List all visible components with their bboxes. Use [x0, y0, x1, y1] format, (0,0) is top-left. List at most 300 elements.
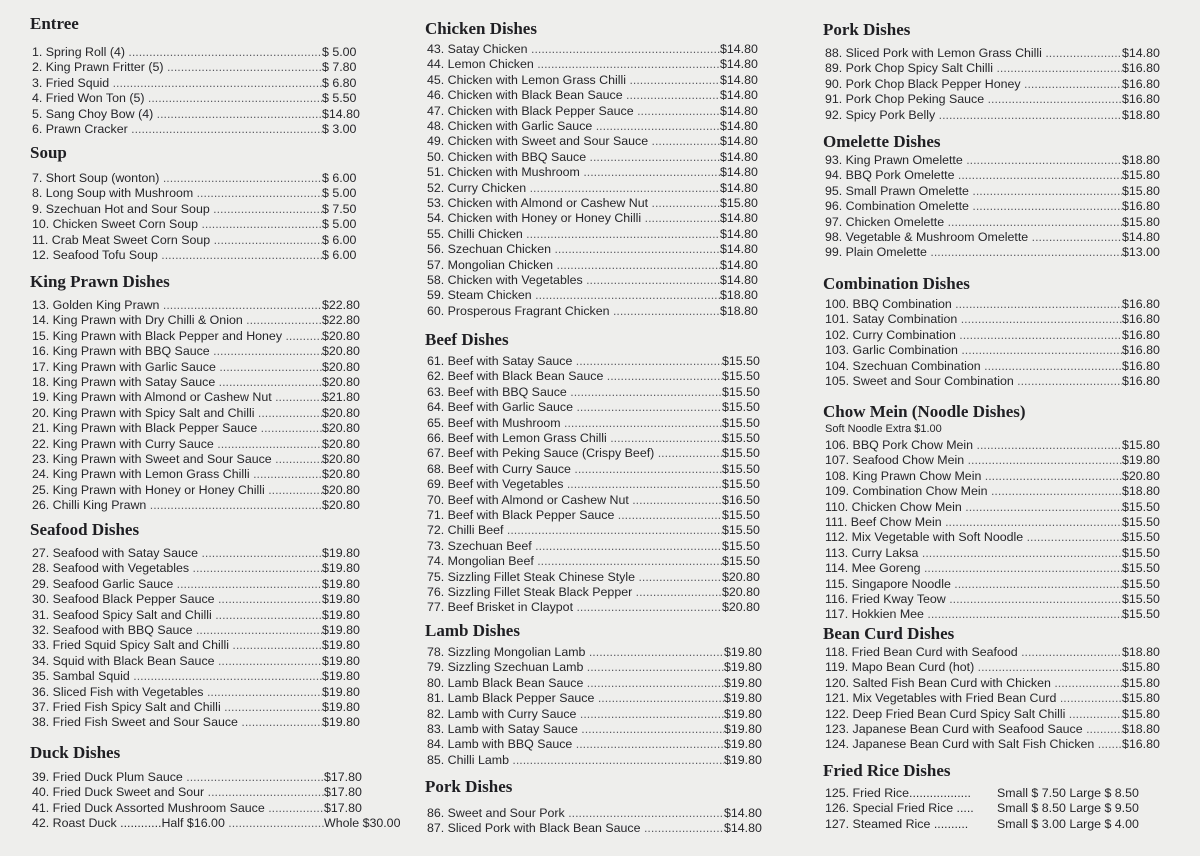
- menu-item-price: $15.50: [1122, 499, 1160, 514]
- menu-item-price: $19.80: [724, 706, 762, 721]
- menu-item-name: 78. Sizzling Mongolian Lamb .....: [427, 645, 724, 660]
- menu-item: [825, 453, 1160, 468]
- menu-item: [825, 230, 1160, 245]
- menu-item-price: $14.80: [724, 821, 762, 836]
- menu-item-name: 127. Steamed Rice ..........: [825, 816, 969, 831]
- section-note: Soft Noodle Extra $1.00: [825, 423, 942, 435]
- menu-item-price: $14.80: [1122, 230, 1160, 244]
- menu-item-name: 24. King Prawn with Lemon Grass Chilli .....: [32, 467, 322, 482]
- menu-item-price: $19.80: [1122, 453, 1160, 468]
- menu-item-name: 69. Beef with Vegetables .....: [427, 477, 722, 492]
- menu-item-price: $15.50: [1122, 561, 1160, 576]
- menu-item-name: 9. Szechuan Hot and Sour Soup .....: [32, 202, 322, 217]
- menu-item: [427, 242, 758, 257]
- menu-item: [427, 42, 758, 57]
- menu-item-name: 20. King Prawn with Spicy Salt and Chilli .....: [32, 406, 322, 421]
- menu-item-price: $14.80: [720, 103, 758, 118]
- menu-item-name: 112. Mix Vegetable with Soft Noodle .....: [825, 530, 1122, 545]
- section-heading: Beef Dishes: [425, 330, 509, 349]
- menu-item-price: $14.80: [720, 257, 758, 272]
- section-heading: Duck Dishes: [30, 743, 121, 762]
- menu-item: [825, 515, 1160, 530]
- menu-item-price: $16.80: [1122, 343, 1160, 358]
- menu-item-name: 21. King Prawn with Black Pepper Sauce .....: [32, 421, 322, 436]
- menu-item-name: 19. King Prawn with Almond or Cashew Nut .....: [32, 390, 322, 405]
- menu-item: [427, 722, 762, 737]
- menu-item-name: 55. Chilli Chicken .....: [427, 227, 720, 242]
- menu-item-price: $15.50: [722, 523, 760, 538]
- menu-item: [825, 500, 1160, 515]
- menu-item-price: Small $ 3.00 Large $ 4.00: [997, 816, 1139, 831]
- section-heading: Lamb Dishes: [425, 621, 520, 640]
- menu-item: [427, 523, 760, 538]
- menu-item: [32, 546, 360, 561]
- menu-item-price: $14.80: [720, 57, 758, 72]
- menu-item-name: 100. BBQ Combination .....: [825, 297, 1122, 312]
- menu-item: [825, 438, 1160, 453]
- menu-item-name: 66. Beef with Lemon Grass Chilli .....: [427, 431, 722, 446]
- menu-item: [32, 498, 360, 513]
- menu-item-price: $19.80: [724, 691, 762, 706]
- menu-item: [825, 676, 1160, 691]
- menu-item-price: $16.80: [1122, 374, 1160, 388]
- menu-item: [825, 546, 1160, 561]
- menu-item-name: 84. Lamb with BBQ Sauce .....: [427, 737, 724, 752]
- menu-item: [825, 328, 1160, 343]
- menu-item: [825, 801, 1139, 816]
- menu-item: [825, 484, 1160, 499]
- menu-item-name: 99. Plain Omelette .....: [825, 245, 1122, 260]
- menu-item-price: $18.80: [720, 303, 758, 318]
- menu-item-price: $18.80: [1122, 645, 1160, 659]
- menu-item: [427, 570, 760, 585]
- menu-item-name: 11. Crab Meat Sweet Corn Soup .....: [32, 233, 322, 248]
- menu-item-name: 8. Long Soup with Mushroom .....: [32, 186, 322, 201]
- menu-item: [427, 181, 758, 196]
- menu-item-name: 25. King Prawn with Honey or Honey Chilli .....: [32, 483, 322, 498]
- menu-item-name: 124. Japanese Bean Curd with Salt Fish Chicken .....: [825, 737, 1122, 752]
- menu-item-name: 56. Szechuan Chicken .....: [427, 242, 720, 257]
- menu-item: [427, 227, 758, 242]
- menu-item-price: $18.80: [1122, 107, 1160, 122]
- menu-item: [32, 816, 400, 831]
- menu-item-price: $20.80: [1122, 468, 1160, 483]
- menu-item: [427, 462, 760, 477]
- menu-item: [32, 91, 356, 106]
- menu-item-name: 93. King Prawn Omelette .....: [825, 153, 1122, 168]
- menu-item: [427, 753, 762, 768]
- menu-item-name: 77. Beef Brisket in Claypot .....: [427, 600, 722, 615]
- menu-item-price: $19.80: [322, 715, 360, 730]
- menu-item: [825, 374, 1160, 389]
- menu-item-name: 101. Satay Combination .....: [825, 312, 1122, 327]
- section-heading: Pork Dishes: [823, 20, 911, 39]
- section-heading: Bean Curd Dishes: [823, 624, 955, 643]
- menu-item-name: 102. Curry Combination .....: [825, 328, 1122, 343]
- menu-item: [427, 119, 758, 134]
- menu-item-price: $19.80: [724, 645, 762, 659]
- menu-item-name: 82. Lamb with Curry Sauce .....: [427, 707, 724, 722]
- menu-item-price: $15.50: [722, 461, 760, 476]
- menu-item: [825, 46, 1160, 61]
- menu-item-price: $14.80: [1122, 46, 1160, 60]
- menu-item-name: 119. Mapo Bean Curd (hot) .....: [825, 660, 1122, 675]
- menu-item: [427, 585, 760, 600]
- menu-item-price: $15.80: [1122, 438, 1160, 452]
- menu-item-name: 61. Beef with Satay Sauce .....: [427, 354, 722, 369]
- menu-item-name: 53. Chicken with Almond or Cashew Nut .....: [427, 196, 720, 211]
- menu-item-price: Small $ 8.50 Large $ 9.50: [997, 801, 1139, 816]
- menu-item-price: $15.50: [722, 369, 760, 384]
- menu-item: [427, 385, 760, 400]
- menu-item-name: 116. Fried Kway Teow .....: [825, 592, 1122, 607]
- menu-item-name: 125. Fried Rice..................: [825, 786, 971, 800]
- menu-item: [825, 722, 1160, 737]
- menu-item-price: $15.50: [722, 538, 760, 553]
- menu-item: [825, 297, 1160, 312]
- menu-item: [427, 431, 760, 446]
- menu-item: [427, 416, 760, 431]
- menu-item-name: 6. Prawn Cracker .....: [32, 122, 322, 137]
- menu-item: [427, 676, 762, 691]
- menu-item: [32, 406, 360, 421]
- menu-item-price: $14.80: [720, 42, 758, 56]
- menu-item-price: $20.80: [322, 421, 360, 436]
- menu-item-price: $15.50: [722, 384, 760, 399]
- menu-item-price: $14.80: [720, 180, 758, 195]
- menu-item-name: 63. Beef with BBQ Sauce .....: [427, 385, 722, 400]
- section-heading: Pork Dishes: [425, 777, 513, 796]
- menu-item-price: $14.80: [720, 88, 758, 103]
- menu-item-name: 96. Combination Omelette .....: [825, 199, 1122, 214]
- menu-item: [427, 134, 758, 149]
- menu-item-name: 60. Prosperous Fragrant Chicken .....: [427, 304, 720, 319]
- menu-item: [427, 806, 762, 821]
- menu-item-price: $ 5.00: [322, 217, 357, 232]
- menu-item-price: $18.80: [720, 288, 758, 303]
- menu-item: [825, 108, 1160, 123]
- section-heading: Omelette Dishes: [823, 132, 941, 151]
- section-heading: Combination Dishes: [823, 274, 970, 293]
- menu-item-name: 105. Sweet and Sour Combination .....: [825, 374, 1122, 389]
- menu-item-name: 48. Chicken with Garlic Sauce .....: [427, 119, 720, 134]
- menu-item: [32, 186, 356, 201]
- menu-item-price: $20.80: [322, 344, 360, 359]
- menu-item: [32, 421, 360, 436]
- menu-item-name: 59. Steam Chicken .....: [427, 288, 720, 303]
- menu-item-name: 111. Beef Chow Mein .....: [825, 515, 1122, 530]
- menu-item-name: 81. Lamb Black Pepper Sauce .....: [427, 691, 724, 706]
- menu-item-name: 28. Seafood with Vegetables .....: [32, 561, 322, 576]
- menu-item: [825, 737, 1160, 752]
- section-heading: Chicken Dishes: [425, 19, 537, 38]
- menu-item: [427, 57, 758, 72]
- menu-item: [825, 561, 1160, 576]
- menu-item: [825, 312, 1160, 327]
- menu-item-name: 39. Fried Duck Plum Sauce .....: [32, 770, 324, 785]
- menu-item-name: 107. Seafood Chow Mein .....: [825, 453, 1122, 468]
- menu-item: [32, 437, 360, 452]
- menu-item: [825, 153, 1160, 168]
- menu-item: [32, 467, 360, 482]
- menu-item-name: 15. King Prawn with Black Pepper and Honey .....: [32, 329, 322, 344]
- menu-item-price: $16.50: [722, 492, 760, 507]
- menu-item: [825, 245, 1160, 260]
- menu-item-price: $20.80: [322, 452, 360, 466]
- menu-item-name: 98. Vegetable & Mushroom Omelette .....: [825, 230, 1122, 245]
- menu-item-price: $15.50: [1122, 530, 1160, 545]
- menu-item: [825, 817, 1139, 832]
- menu-item-name: 26. Chilli King Prawn .....: [32, 498, 322, 513]
- menu-item: [427, 493, 760, 508]
- menu-item-price: $16.80: [1122, 358, 1160, 373]
- menu-item-name: 85. Chilli Lamb .....: [427, 753, 724, 768]
- menu-item-price: $15.80: [1122, 168, 1160, 183]
- menu-item: [32, 171, 356, 186]
- menu-item-name: 95. Small Prawn Omelette .....: [825, 184, 1122, 199]
- menu-item: [427, 73, 758, 88]
- menu-item-name: 23. King Prawn with Sweet and Sour Sauce .....: [32, 452, 322, 467]
- menu-item-price: $15.80: [1122, 706, 1160, 721]
- menu-item-name: 90. Pork Chop Black Pepper Honey .....: [825, 77, 1122, 92]
- menu-item-name: 32. Seafood with BBQ Sauce .....: [32, 623, 322, 638]
- menu-item-price: $18.80: [1122, 484, 1160, 499]
- menu-item-price: $19.80: [724, 752, 762, 767]
- menu-item-name: 106. BBQ Pork Chow Mein .....: [825, 438, 1122, 453]
- menu-item-price: $ 6.80: [322, 75, 357, 90]
- menu-item-price: $ 6.00: [322, 171, 357, 185]
- menu-item-name: 89. Pork Chop Spicy Salt Chilli .....: [825, 61, 1122, 76]
- menu-item: [32, 452, 360, 467]
- menu-item-name: 34. Squid with Black Bean Sauce .....: [32, 654, 322, 669]
- menu-item-name: 70. Beef with Almond or Cashew Nut .....: [427, 493, 722, 508]
- menu-item-name: 58. Chicken with Vegetables .....: [427, 273, 720, 288]
- menu-item-price: $20.80: [322, 436, 360, 451]
- menu-item-name: 1. Spring Roll (4) .....: [32, 45, 322, 60]
- menu-item-name: 123. Japanese Bean Curd with Seafood Sauce .....: [825, 722, 1122, 737]
- menu-item: [825, 215, 1160, 230]
- menu-item-price: $20.80: [322, 375, 360, 389]
- menu-item-price: Whole $30.00: [324, 816, 401, 831]
- menu-item-price: $15.50: [722, 431, 760, 445]
- menu-item-price: $15.80: [1122, 183, 1160, 198]
- menu-item-price: $ 5.50: [322, 91, 357, 106]
- menu-item-price: $19.80: [322, 561, 360, 576]
- menu-item: [32, 608, 360, 623]
- menu-item-price: $ 6.00: [322, 232, 357, 247]
- menu-item: [825, 184, 1160, 199]
- menu-item: [32, 623, 360, 638]
- menu-item-price: $15.80: [720, 196, 758, 210]
- menu-item-price: $13.00: [1122, 245, 1160, 260]
- menu-item-name: 64. Beef with Garlic Sauce .....: [427, 400, 722, 415]
- menu-item-name: 43. Satay Chicken .....: [427, 42, 720, 57]
- menu-item-price: $15.50: [1122, 545, 1160, 560]
- menu-item-name: 51. Chicken with Mushroom .....: [427, 165, 720, 180]
- menu-item-name: 10. Chicken Sweet Corn Soup .....: [32, 217, 322, 232]
- menu-item-price: $19.80: [322, 669, 360, 684]
- menu-item-price: $19.80: [724, 675, 762, 690]
- menu-item-name: 57. Mongolian Chicken .....: [427, 258, 720, 273]
- menu-item-price: $22.80: [322, 298, 360, 312]
- menu-item: [825, 61, 1160, 76]
- menu-item-name: 27. Seafood with Satay Sauce .....: [32, 546, 322, 561]
- menu-item-price: $14.80: [720, 134, 758, 149]
- menu-item-price: $20.80: [322, 328, 360, 343]
- menu-item: [825, 577, 1160, 592]
- menu-item-price: $16.80: [1122, 92, 1160, 107]
- menu-item: [427, 369, 760, 384]
- menu-item-name: 80. Lamb Black Bean Sauce .....: [427, 676, 724, 691]
- menu-item: [32, 715, 360, 730]
- menu-item-name: 104. Szechuan Combination .....: [825, 359, 1122, 374]
- menu-item-name: 118. Fried Bean Curd with Seafood .....: [825, 645, 1122, 660]
- menu-item-price: $14.80: [720, 165, 758, 180]
- menu-item: [427, 196, 758, 211]
- menu-item: [427, 211, 758, 226]
- menu-item-price: $18.80: [1122, 722, 1160, 736]
- menu-item-price: $15.50: [1122, 515, 1160, 529]
- menu-item-price: $15.80: [1122, 691, 1160, 706]
- menu-item-price: $15.50: [722, 508, 760, 522]
- menu-item: [825, 92, 1160, 107]
- menu-item-price: $15.80: [1122, 660, 1160, 675]
- menu-item-price: $18.80: [1122, 153, 1160, 167]
- menu-item: [32, 801, 362, 816]
- menu-item-price: $15.50: [722, 446, 760, 461]
- menu-item-price: $17.80: [324, 785, 362, 800]
- menu-item-name: 117. Hokkien Mee .....: [825, 607, 1122, 622]
- menu-item: [427, 660, 762, 675]
- menu-item-price: $19.80: [322, 623, 360, 637]
- menu-item-name: 72. Chilli Beef .....: [427, 523, 722, 538]
- menu-item-price: $14.80: [724, 806, 762, 820]
- menu-item-price: $19.80: [322, 576, 360, 591]
- menu-item-name: 74. Mongolian Beef .....: [427, 554, 722, 569]
- menu-item-name: 120. Salted Fish Bean Curd with Chicken .....: [825, 676, 1122, 691]
- menu-item-name: 47. Chicken with Black Pepper Sauce .....: [427, 104, 720, 119]
- menu-item-name: 113. Curry Laksa .....: [825, 546, 1122, 561]
- menu-item-name: 65. Beef with Mushroom .....: [427, 416, 722, 431]
- menu-item-name: 87. Sliced Pork with Black Bean Sauce .....: [427, 821, 724, 836]
- menu-item-price: $16.80: [1122, 312, 1160, 327]
- menu-item-name: 46. Chicken with Black Bean Sauce .....: [427, 88, 720, 103]
- menu-item: [32, 313, 360, 328]
- menu-item: [32, 329, 360, 344]
- menu-item: [32, 700, 360, 715]
- menu-item-price: $20.80: [322, 482, 360, 497]
- menu-item: [427, 600, 760, 615]
- menu-item-price: $ 7.50: [322, 201, 357, 216]
- menu-item-price: $19.80: [322, 546, 360, 560]
- menu-item-name: 33. Fried Squid Spicy Salt and Chilli .....: [32, 638, 322, 653]
- menu-item: [427, 691, 762, 706]
- menu-item-price: $19.80: [322, 684, 360, 699]
- menu-item-name: 91. Pork Chop Peking Sauce .....: [825, 92, 1122, 107]
- menu-item-price: $ 5.00: [322, 45, 357, 59]
- menu-item: [32, 344, 360, 359]
- menu-item-price: $14.80: [720, 72, 758, 87]
- menu-item: [32, 76, 356, 91]
- menu-item-name: 71. Beef with Black Pepper Sauce .....: [427, 508, 722, 523]
- menu-item-price: $15.50: [722, 400, 760, 415]
- section-heading: Chow Mein (Noodle Dishes): [823, 402, 1026, 421]
- menu-item: [32, 654, 360, 669]
- menu-item: [427, 88, 758, 103]
- menu-item-price: $15.50: [722, 354, 760, 368]
- menu-item-name: 94. BBQ Pork Omelette .....: [825, 168, 1122, 183]
- menu-item-name: 29. Seafood Garlic Sauce .....: [32, 577, 322, 592]
- menu-item: [32, 685, 360, 700]
- menu-item-price: $21.80: [322, 390, 360, 405]
- menu-item-price: $19.80: [724, 660, 762, 675]
- menu-item-name: 18. King Prawn with Satay Sauce .....: [32, 375, 322, 390]
- menu-item-price: $ 3.00: [322, 122, 357, 136]
- menu-item-name: 3. Fried Squid .....: [32, 76, 322, 91]
- menu-item: [825, 77, 1160, 92]
- menu-item: [32, 107, 360, 122]
- menu-item-name: 36. Sliced Fish with Vegetables .....: [32, 685, 322, 700]
- menu-item-price: $16.80: [1122, 76, 1160, 91]
- menu-item: [427, 821, 762, 836]
- menu-item-name: 16. King Prawn with BBQ Sauce .....: [32, 344, 322, 359]
- menu-item: [825, 592, 1160, 607]
- menu-item-price: $16.80: [1122, 327, 1160, 342]
- menu-item-price: $20.80: [722, 569, 760, 584]
- menu-item: [32, 375, 360, 390]
- menu-item: [825, 691, 1160, 706]
- menu-item: [427, 645, 762, 660]
- menu-item-name: 30. Seafood Black Pepper Sauce .....: [32, 592, 322, 607]
- menu-item: [825, 343, 1160, 358]
- menu-item-price: $19.80: [322, 653, 360, 668]
- menu-item-name: 45. Chicken with Lemon Grass Chilli .....: [427, 73, 720, 88]
- menu-item-name: 35. Sambal Squid .....: [32, 669, 322, 684]
- menu-item: [32, 60, 356, 75]
- menu-item-name: 13. Golden King Prawn .....: [32, 298, 322, 313]
- menu-item-price: $15.50: [1122, 607, 1160, 622]
- menu-item-price: $19.80: [724, 722, 762, 736]
- menu-item-name: 38. Fried Fish Sweet and Sour Sauce .....: [32, 715, 322, 730]
- menu-item-price: $15.80: [1122, 675, 1160, 690]
- menu-item-name: 52. Curry Chicken .....: [427, 181, 720, 196]
- menu-item-name: 75. Sizzling Fillet Steak Chinese Style .....: [427, 570, 722, 585]
- menu-item: [32, 561, 360, 576]
- menu-item-name: 97. Chicken Omelette .....: [825, 215, 1122, 230]
- menu-item-name: 50. Chicken with BBQ Sauce .....: [427, 150, 720, 165]
- menu-item: [32, 360, 360, 375]
- menu-item-name: 121. Mix Vegetables with Fried Bean Curd .....: [825, 691, 1122, 706]
- menu-item-price: $20.80: [322, 498, 360, 513]
- menu-item: [32, 390, 360, 405]
- menu-item: [427, 446, 760, 461]
- section-heading: Soup: [30, 143, 67, 162]
- menu-item: [32, 122, 356, 137]
- menu-item: [427, 477, 760, 492]
- menu-item-price: $19.80: [322, 607, 360, 622]
- menu-item: [427, 258, 758, 273]
- menu-item-name: 109. Combination Chow Mein .....: [825, 484, 1122, 499]
- menu-item: [427, 150, 758, 165]
- menu-item: [32, 248, 356, 263]
- menu-item-price: $19.80: [322, 638, 360, 653]
- section-heading: Fried Rice Dishes: [823, 761, 951, 780]
- menu-item-price: $14.80: [720, 242, 758, 257]
- menu-item: [32, 592, 360, 607]
- menu-item-price: $14.80: [720, 149, 758, 164]
- menu-item: [32, 298, 360, 313]
- menu-item: [32, 202, 356, 217]
